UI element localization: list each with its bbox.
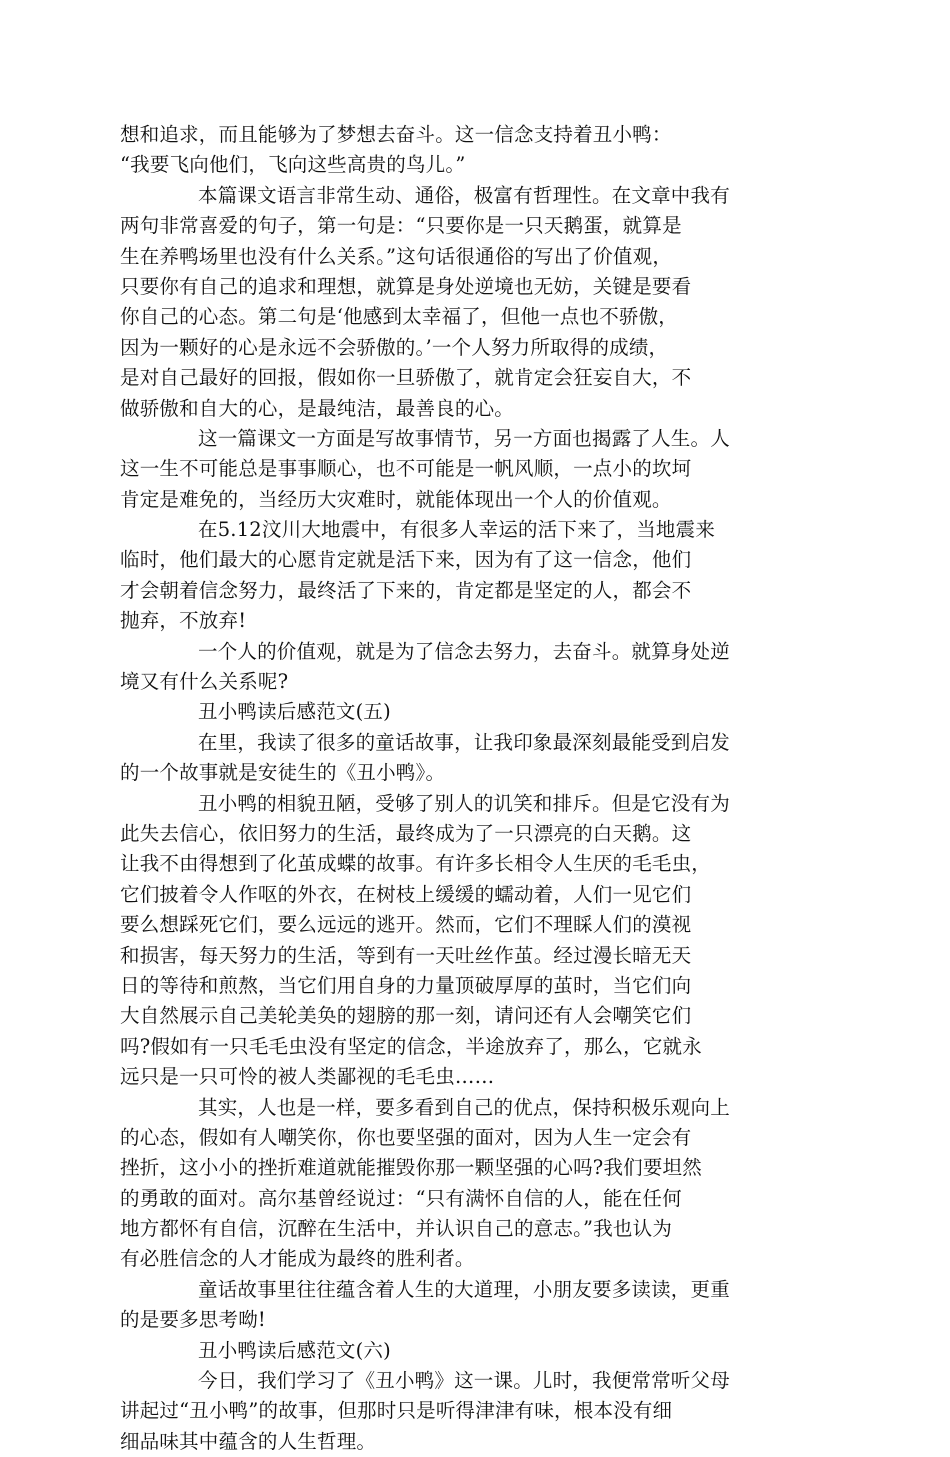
text-line: 因为一颗好的心是永远不会骄傲的。’一个人努力所取得的成绩， bbox=[120, 335, 669, 359]
text-line: 细品味其中蕴含的人生哲理。 bbox=[120, 1429, 377, 1453]
text-line: 才会朝着信念努力，最终活了下来的，肯定都是坚定的人，都会不 bbox=[120, 578, 692, 602]
text-line: 本篇课文语言非常生动、通俗，极富有哲理性。在文章中我有 bbox=[198, 183, 730, 207]
text-line: 有必胜信念的人才能成为最终的胜利者。 bbox=[120, 1247, 475, 1271]
text-line: 今日，我们学习了《丑小鸭》这一课。儿时，我便常常听父母 bbox=[198, 1369, 730, 1393]
text-line: 只要你有自己的追求和理想，就算是身处逆境也无妨，关键是要看 bbox=[120, 274, 692, 298]
text-line: 肯定是难免的，当经历大灾难时，就能体现出一个人的价值观。 bbox=[120, 487, 672, 511]
text-line: 生在养鸭场里也没有什么关系。”这句话很通俗的写出了价值观， bbox=[120, 244, 673, 268]
text-line: 丑小鸭的相貌丑陋，受够了别人的讥笑和排斥。但是它没有为 bbox=[198, 791, 730, 815]
text-line: 它们披着令人作呕的外衣，在树枝上缓缓的蠕动着，人们一见它们 bbox=[120, 882, 692, 906]
text-line: 这一生不可能总是事事顺心，也不可能是一帆风顺，一点小的坎坷 bbox=[120, 457, 692, 481]
text-line: 此失去信心，依旧努力的生活，最终成为了一只漂亮的白天鹅。这 bbox=[120, 821, 692, 845]
text-line: 远只是一只可怜的被人类鄙视的毛毛虫…… bbox=[120, 1065, 495, 1089]
text-line: 日的等待和煎熬，当它们用自身的力量顶破厚厚的茧时，当它们向 bbox=[120, 973, 692, 997]
text-line: 两句非常喜爱的句子，第一句是：“只要你是一只天鹅蛋，就算是 bbox=[120, 214, 682, 238]
text-line: 临时，他们最大的心愿肯定就是活下来，因为有了这一信念，他们 bbox=[120, 548, 692, 572]
text-line: 丑小鸭读后感范文(六) bbox=[198, 1338, 391, 1362]
text-line: 讲起过“丑小鸭”的故事，但那时只是听得津津有味，根本没有细 bbox=[120, 1399, 673, 1423]
text-line: 的是要多思考呦! bbox=[120, 1308, 266, 1332]
text-line: 吗?假如有一只毛毛虫没有坚定的信念，半途放弃了，那么，它就永 bbox=[120, 1034, 702, 1058]
text-line: “我要飞向他们，飞向这些高贵的鸟儿。” bbox=[120, 153, 466, 177]
text-line: 让我不由得想到了化茧成蝶的故事。有许多长相令人生厌的毛毛虫， bbox=[120, 852, 712, 876]
text-line: 是对自己最好的回报，假如你一旦骄傲了，就肯定会狂妄自大，不 bbox=[120, 366, 692, 390]
text-line: 抛弃，不放弃! bbox=[120, 609, 247, 633]
text-line: 想和追求，而且能够为了梦想去奋斗。这一信念支持着丑小鸭： bbox=[120, 123, 672, 146]
text-line: 你自己的心态。第二句是‘他感到太幸福了，但他一点也不骄傲， bbox=[120, 305, 678, 329]
text-line: 地方都怀有自信，沉醉在生活中，并认识自己的意志。”我也认为 bbox=[120, 1217, 673, 1241]
text-line: 的勇敢的面对。高尔基曾经说过：“只有满怀自信的人，能在任何 bbox=[120, 1186, 682, 1210]
text-line: 丑小鸭读后感范文(五) bbox=[198, 700, 391, 724]
text-line: 的一个故事就是安徒生的《丑小鸭》。 bbox=[120, 761, 446, 785]
text-line: 挫折，这小小的挫折难道就能摧毁你那一颗坚强的心吗?我们要坦然 bbox=[120, 1156, 702, 1180]
text-line: 要么想踩死它们，要么远远的逃开。然而，它们不理睬人们的漠视 bbox=[120, 913, 692, 937]
text-line: 在5.12汶川大地震中，有很多人幸运的活下来了，当地震来 bbox=[198, 518, 716, 542]
document-page bbox=[120, 120, 806, 1457]
text-line: 童话故事里往往蕴含着人生的大道理，小朋友要多读读，更重 bbox=[198, 1277, 730, 1301]
text-line: 的心态，假如有人嘲笑你，你也要坚强的面对，因为人生一定会有 bbox=[120, 1125, 692, 1149]
text-line: 境又有什么关系呢? bbox=[120, 670, 289, 694]
text-line: 做骄傲和自大的心，是最纯洁，最善良的心。 bbox=[120, 396, 515, 420]
text-line: 在里，我读了很多的童话故事，让我印象最深刻最能受到启发 bbox=[198, 730, 730, 754]
text-line: 大自然展示自己美轮美奂的翅膀的那一刻，请问还有人会嘲笑它们 bbox=[120, 1004, 692, 1028]
text-line: 这一篇课文一方面是写故事情节，另一方面也揭露了人生。人 bbox=[198, 426, 730, 450]
text-line: 一个人的价值观，就是为了信念去努力，去奋斗。就算身处逆 bbox=[198, 639, 730, 663]
text-line: 和损害，每天努力的生活，等到有一天吐丝作茧。经过漫长暗无天 bbox=[120, 943, 692, 967]
text-line: 其实，人也是一样，要多看到自己的优点，保持积极乐观向上 bbox=[198, 1095, 730, 1119]
